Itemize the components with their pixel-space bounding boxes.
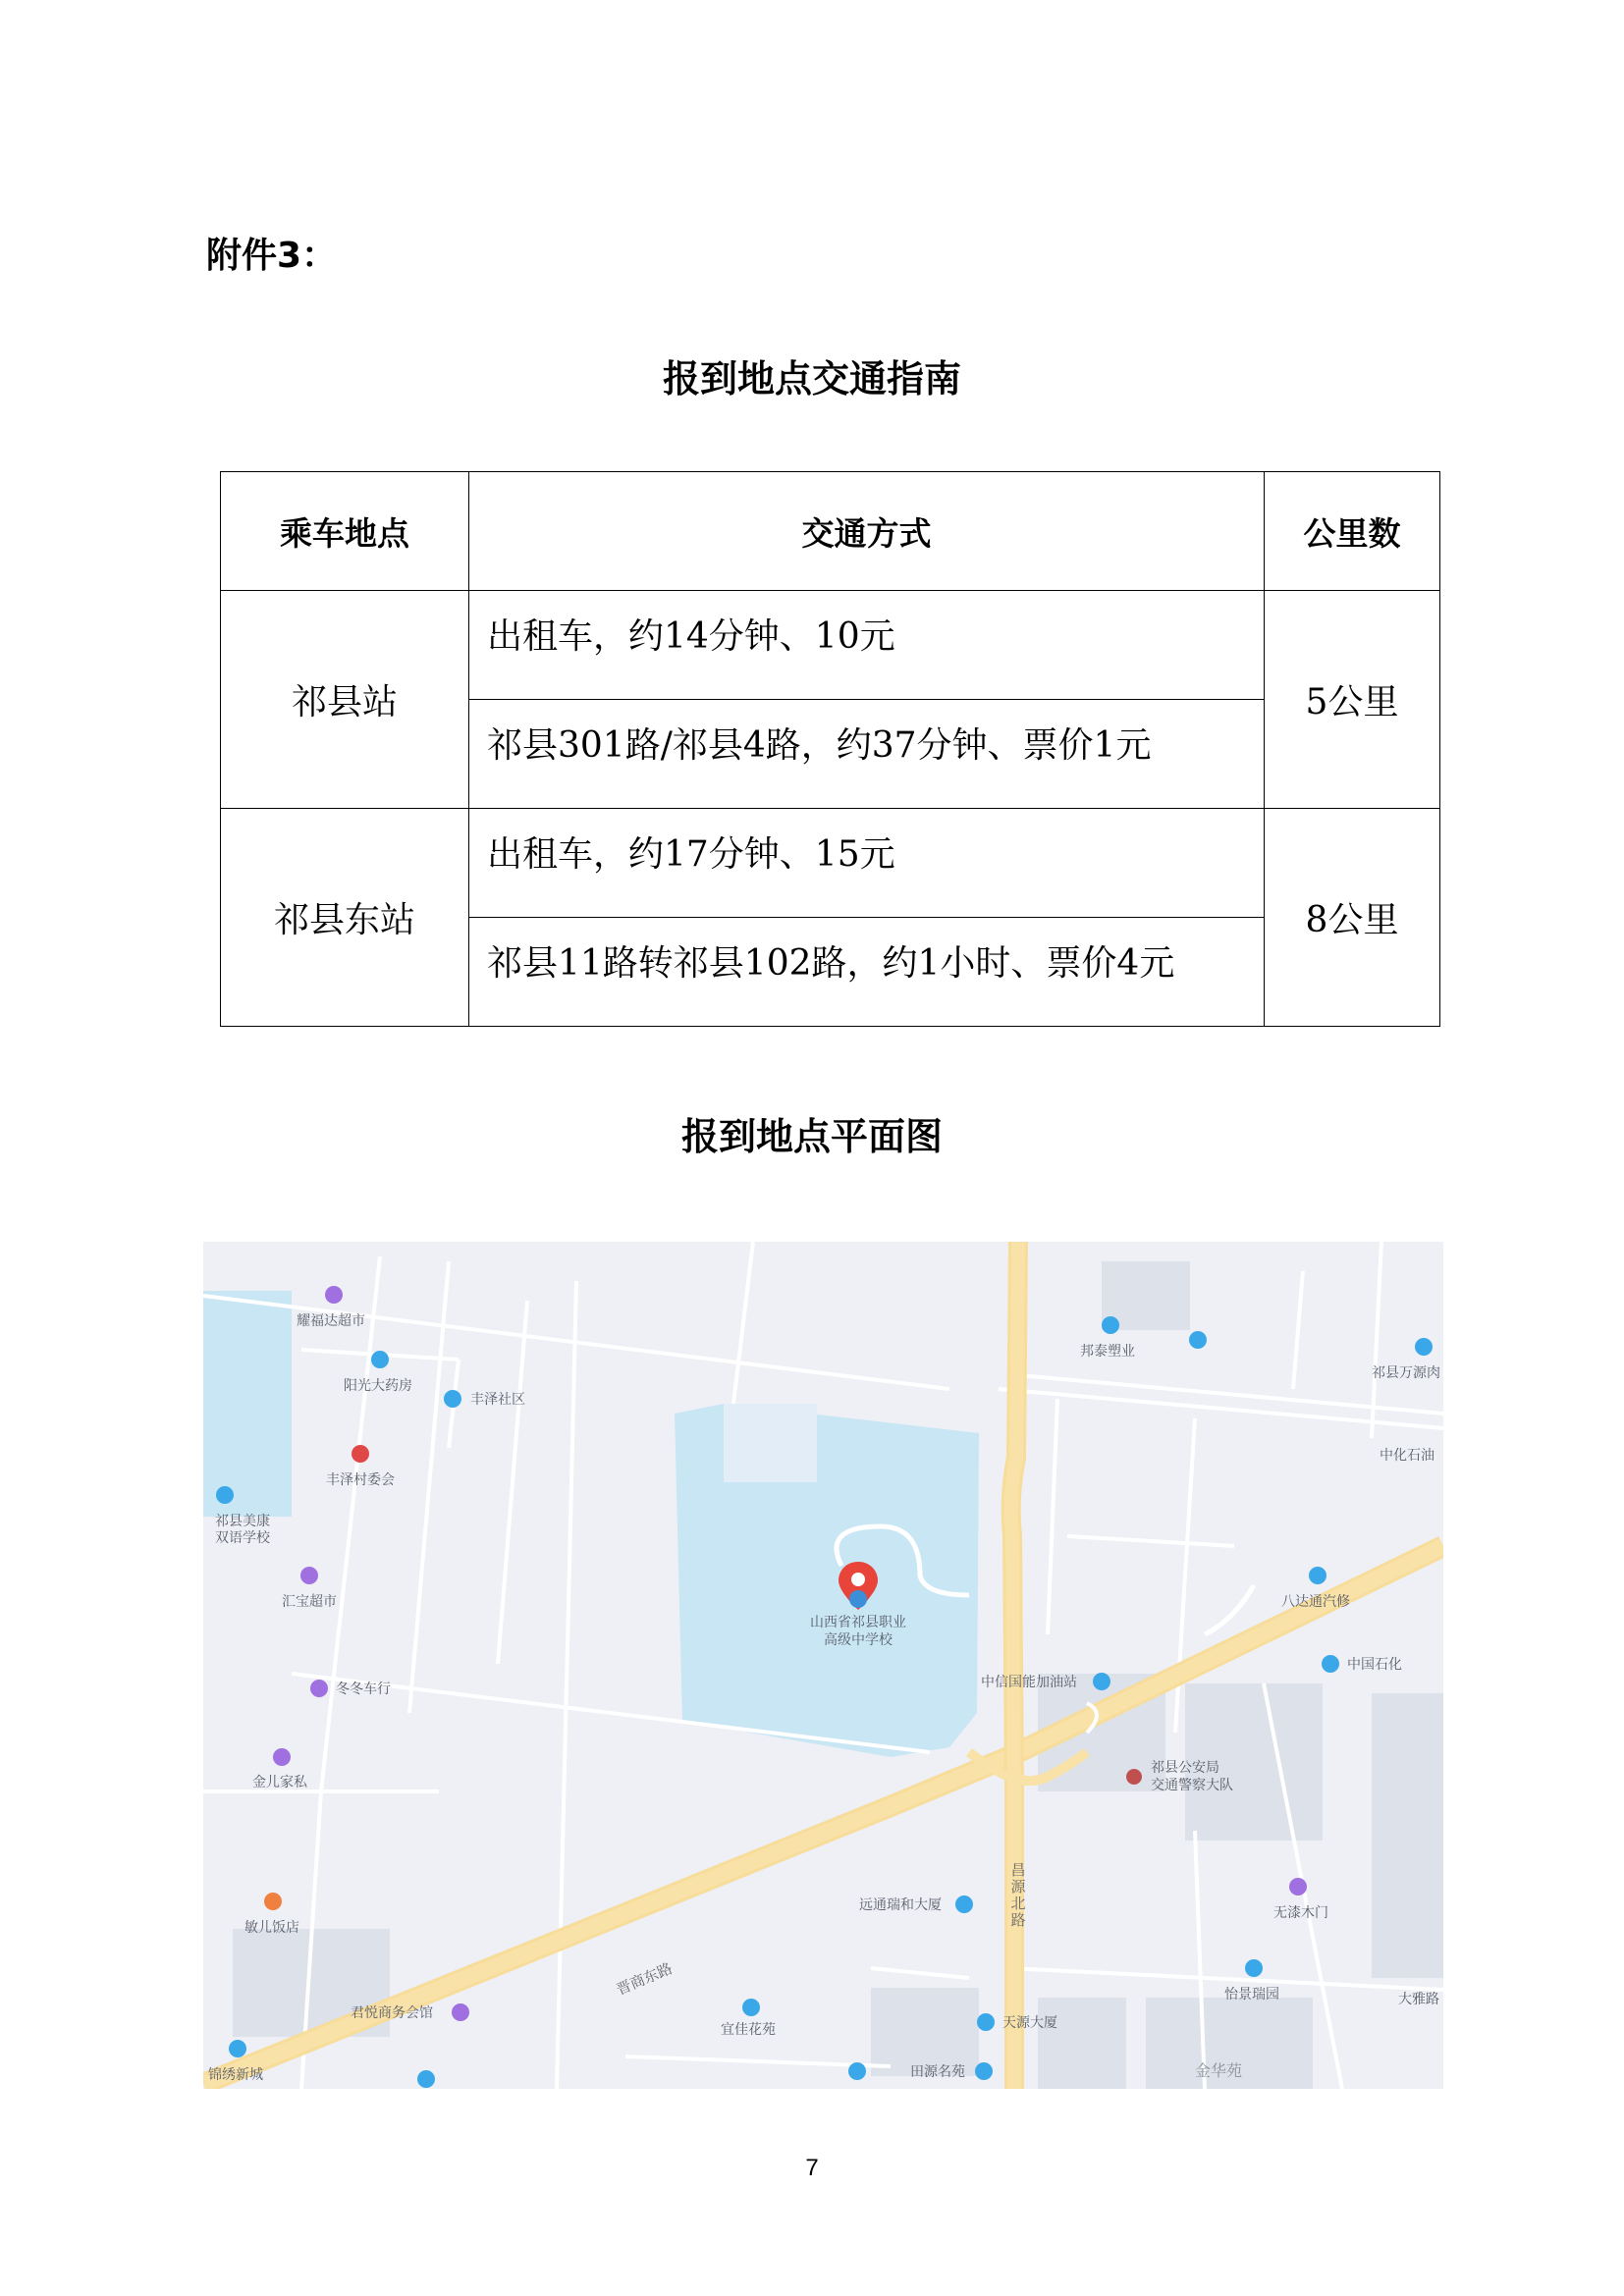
building-icon[interactable] [848,2062,866,2080]
building-icon[interactable] [444,1390,461,1408]
poi-label: 田源名苑 [910,2064,965,2080]
transport-guide-table [220,471,1440,1027]
ramp-road [1205,1585,1254,1634]
building-icon[interactable] [975,2062,993,2080]
table-header-row [221,472,1440,591]
poi-label: 中国石化 [1347,1657,1402,1673]
hotel-icon[interactable] [452,2003,469,2021]
poi-label: 中信国能加油站 [981,1675,1077,1690]
method-text: 祁县301路/祁县4路，约37分钟、票价1元 [487,725,1152,766]
government-icon[interactable] [352,1445,369,1463]
location-cell: 祁县站 [221,591,469,809]
table-row [221,809,1440,918]
method-cell [469,809,1265,918]
road-label-changyuan-4: 路 [1010,1911,1026,1929]
building-icon[interactable] [742,1999,760,2016]
building-icon[interactable] [955,1896,973,1913]
school-grounds [675,1404,979,1757]
poi-label: 冬冬车行 [336,1682,391,1697]
school-icon[interactable] [216,1486,234,1504]
changyuan-north-road-inner [1011,1242,1018,2089]
poi-label: 君悦商务会馆 [351,2005,433,2021]
page-number: 7 [805,2155,819,2181]
road-label-jinshang: 晋商东路 [614,1959,676,2000]
building-block [1038,1998,1126,2089]
poi-label: 丰泽村委会 [326,1472,395,1488]
poi-label: 交通警察大队 [1151,1778,1233,1793]
building-icon[interactable] [229,2040,246,2057]
car-icon[interactable] [1309,1567,1326,1584]
poi-label: 耀福达超市 [297,1313,365,1329]
field-area [724,1404,817,1482]
road-label-changyuan-3: 北 [1010,1895,1026,1912]
cart-icon[interactable] [325,1286,343,1304]
header-distance: 公里数 [1265,472,1440,591]
table-row [221,591,1440,700]
poi-label: 锦绣新城 [208,2067,263,2083]
poi-label: 天源大厦 [1002,2015,1057,2031]
destination-label: 山西省祁县职业 [810,1615,906,1630]
poi-label: 祁县万源肉 [1372,1365,1440,1381]
factory-icon[interactable] [1415,1338,1433,1356]
poi-label: 中化石油 [1380,1448,1435,1464]
factory-icon[interactable] [1102,1316,1119,1334]
shop-icon[interactable] [310,1680,328,1697]
map-canvas [203,1242,1443,2089]
police-icon[interactable] [1126,1769,1142,1785]
building-icon[interactable] [1245,1959,1263,1977]
poi-label: 阳光大药房 [344,1378,412,1394]
poi-label: 祁县公安局 [1151,1760,1219,1776]
poi-label: 八达通汽修 [1281,1594,1350,1610]
location-map[interactable] [203,1242,1443,2089]
building-icon[interactable] [417,2070,435,2088]
poi-label: 无漆木门 [1273,1905,1328,1921]
poi-label: 汇宝超市 [282,1594,337,1610]
gas-icon[interactable] [1093,1673,1110,1690]
road-label-changyuan-1: 昌 [1010,1861,1026,1879]
road-label-changyuan-2: 源 [1010,1878,1026,1896]
header-location: 乘车地点 [221,472,469,591]
shop-icon[interactable] [273,1748,291,1766]
parking-icon[interactable] [1189,1331,1207,1349]
guide-title: 报到地点交通指南 [662,357,961,400]
water-area [203,1291,292,1517]
poi-label: 丰泽社区 [470,1392,525,1408]
poi-label: 金华苑 [1195,2061,1243,2080]
map-title: 报到地点平面图 [680,1115,943,1158]
restaurant-icon[interactable] [264,1893,282,1910]
poi-label: 双语学校 [215,1530,270,1546]
gas-icon[interactable] [1322,1655,1339,1673]
method-text: 出租车，约17分钟、15元 [487,834,895,875]
destination-label: 高级中学校 [824,1632,893,1648]
poi-label: 宜佳花苑 [721,2022,776,2038]
poi-label: 远通瑞和大厦 [859,1897,942,1913]
poi-label: 祁县美康 [215,1514,270,1529]
method-cell [469,918,1265,1027]
poi-label: 怡景瑞园 [1224,1987,1279,2002]
building-block [871,1988,979,2076]
cart-icon[interactable] [300,1567,318,1584]
pharmacy-icon[interactable] [371,1351,389,1368]
poi-label: 金儿家私 [252,1775,307,1790]
distance-cell: 8公里 [1265,809,1440,1027]
header-method: 交通方式 [469,472,1265,591]
distance-cell: 5公里 [1265,591,1440,809]
location-cell: 祁县东站 [221,809,469,1027]
method-cell [469,700,1265,809]
building-block [1372,1693,1443,1978]
attachment-label: 附件3： [206,236,338,276]
road-label-daya: 大雅路 [1398,1992,1439,2007]
method-cell [469,591,1265,700]
poi-label: 敏儿饭店 [244,1920,299,1936]
method-text: 祁县11路转祁县102路，约1小时、票价4元 [487,943,1175,984]
shop-icon[interactable] [1289,1878,1307,1896]
building-icon[interactable] [977,2013,995,2031]
poi-label: 邦泰塑业 [1080,1344,1135,1360]
method-text: 出租车，约14分钟、10元 [487,616,895,657]
